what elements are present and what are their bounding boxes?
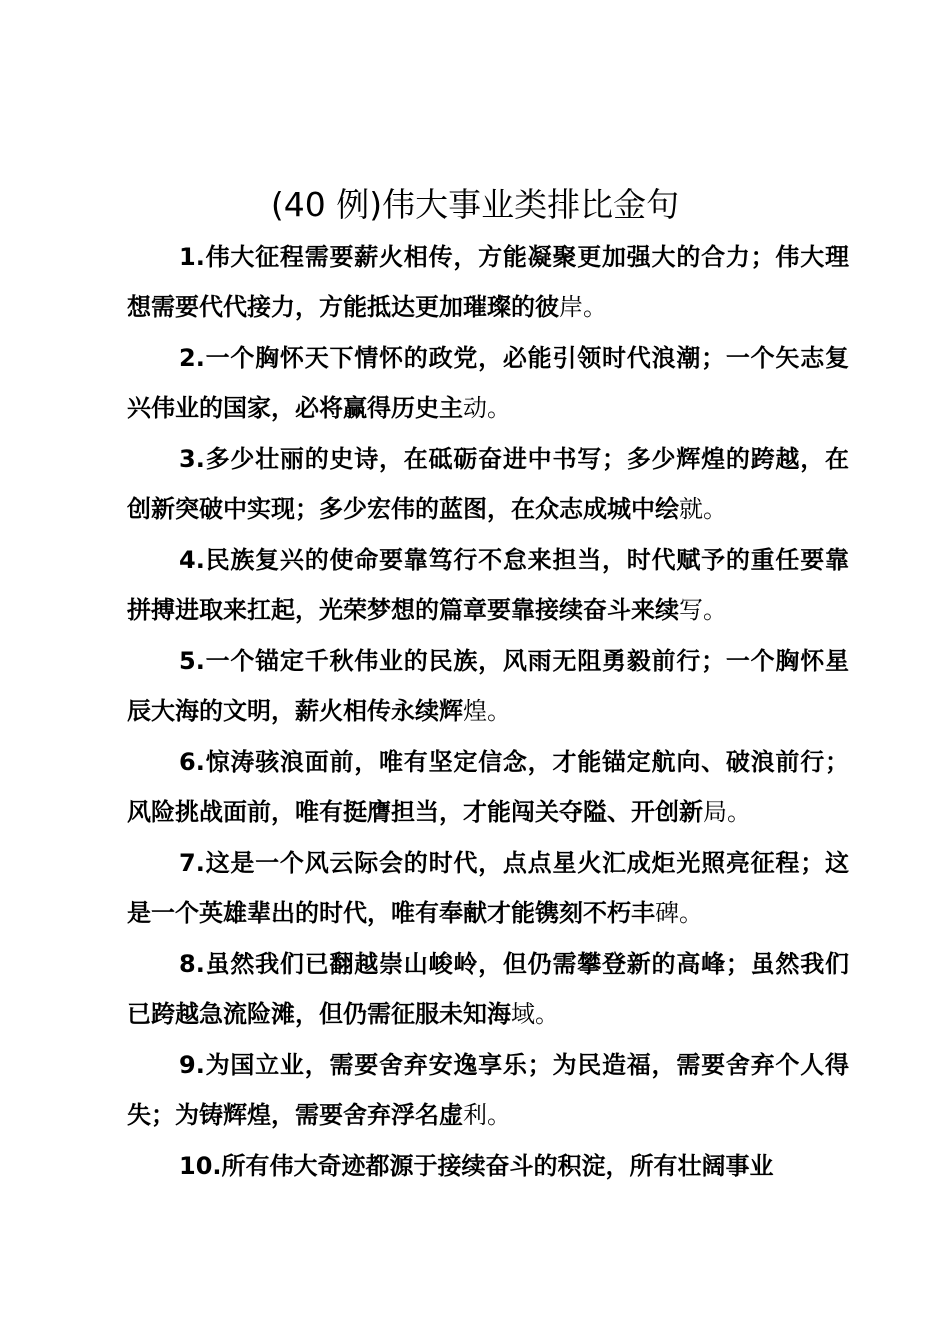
paragraph-tail: 利。 [463, 1101, 511, 1129]
paragraph-10 [127, 1141, 849, 1191]
paragraph-tail: 动。 [463, 394, 511, 422]
paragraph-text: 3.多少壮丽的史诗，在砥砺奋进中书写；多少辉煌的跨越，在创新突破中实现；多少宏伟的蓝图，在众志成城中绘 [127, 445, 849, 523]
paragraph-tail: 就。 [679, 495, 727, 523]
paragraph-8 [127, 939, 849, 1039]
paragraph-6 [127, 737, 849, 837]
paragraph-tail: 局。 [703, 798, 751, 826]
paragraph-9 [127, 1040, 849, 1140]
paragraph-tail: 写。 [679, 596, 727, 624]
paragraph-text: 4.民族复兴的使命要靠笃行不怠来担当，时代赋予的重任要靠拼搏进取来扛起，光荣梦想的篇章要靠接续奋斗来续 [127, 546, 849, 624]
paragraph-tail: 碑。 [655, 899, 703, 927]
paragraph-text: 7.这是一个风云际会的时代，点点星火汇成炬光照亮征程；这是一个英雄辈出的时代，唯有奉献才能镌刻不朽丰 [127, 849, 849, 927]
paragraph-tail: 域。 [511, 1000, 559, 1028]
paragraph-text: 9.为国立业，需要舍弃安逸享乐；为民造福，需要舍弃个人得失；为铸辉煌，需要舍弃浮名虚 [127, 1051, 849, 1129]
paragraph-text: 1.伟大征程需要薪火相传，方能凝聚更加强大的合力；伟大理想需要代代接力，方能抵达更加璀璨的彼 [127, 243, 849, 321]
document-title: (40 例)伟大事业类排比金句 [270, 185, 680, 224]
paragraph-text: 2.一个胸怀天下情怀的政党，必能引领时代浪潮；一个矢志复兴伟业的国家，必将赢得历史主 [127, 344, 849, 422]
paragraph-text: 5.一个锚定千秋伟业的民族，风雨无阻勇毅前行；一个胸怀星辰大海的文明，薪火相传永续辉 [127, 647, 849, 725]
paragraph-1 [127, 232, 849, 332]
paragraph-5 [127, 636, 849, 736]
paragraph-text: 10.所有伟大奇迹都源于接续奋斗的积淀，所有壮阔事业 [179, 1152, 774, 1180]
paragraph-3 [127, 434, 849, 534]
paragraph-2 [127, 333, 849, 433]
paragraph-7 [127, 838, 849, 938]
paragraph-text: 8.虽然我们已翻越崇山峻岭，但仍需攀登新的高峰；虽然我们已跨越急流险滩，但仍需征服未知海 [127, 950, 849, 1028]
document-body [127, 232, 849, 1192]
paragraph-tail: 岸。 [559, 293, 607, 321]
paragraph-text: 6.惊涛骇浪面前，唯有坚定信念，才能锚定航向、破浪前行；风险挑战面前，唯有挺膺担当，才能闯关夺隘、开创新 [127, 748, 849, 826]
paragraph-4 [127, 535, 849, 635]
paragraph-tail: 煌。 [463, 697, 511, 725]
